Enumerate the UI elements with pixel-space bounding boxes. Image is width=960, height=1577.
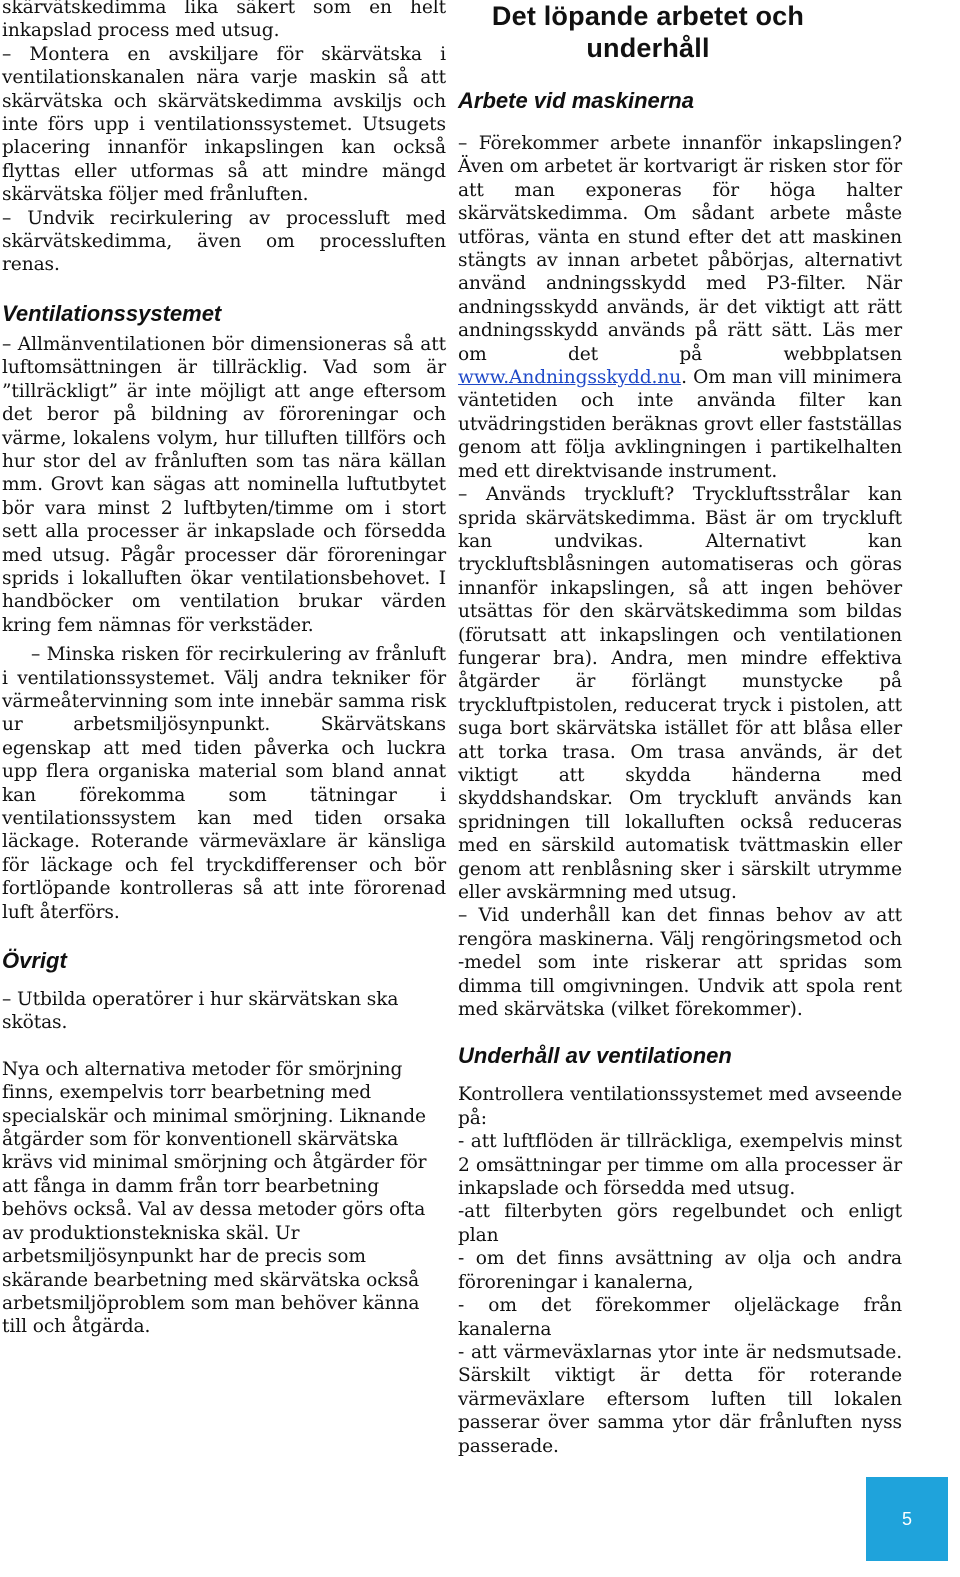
- right-column: [458, 0, 902, 1458]
- intro-paragraph: skärvätskedimma lika säkert som en helt inkapslad process med utsug.: [2, 0, 446, 42]
- forekommer-text-a: – Förekommer arbete innanför inkapslingen? Även om arbetet är kortvarigt är risken stor för att man exponeras för höga halter skärvätskedimma. Om sådant arbete måste utföras, vänta en stund efter det att maskinen stängts av innan arbetet påbörjas, alternativt använd andningsskydd med P3-filter. När andningsskydd används, är det viktigt att rätt andningsskydd används på rätt sätt. Läs mer om det på webbplatsen: [458, 133, 902, 365]
- checklist-item-1: - att luftflöden är tillräckliga, exempelvis minst 2 omsättningar per timme om alla processer är inkapslade och försedda med utsug.: [458, 1131, 902, 1200]
- checklist-item-4: - om det förekommer oljeläckage från kanalerna: [458, 1295, 902, 1340]
- utbilda-paragraph: – Utbilda operatörer i hur skärvätskan ska skötas.: [2, 989, 399, 1034]
- montera-paragraph: – Montera en avskiljare för skärvätska i ventilationskanalen nära varje maskin så att skärvätska och skärvätskedimma avskiljs och inte förs upp i ventilationssystemet. Utsugets placering innanför inkapslingen kan också flyttas eller utformas så att mindre mängd skärvätska följer med frånluften.: [2, 43, 446, 206]
- main-title: Det löpande arbetet och underhåll: [491, 1, 805, 63]
- left-column: [2, 0, 446, 1339]
- anvands-paragraph: – Används tryckluft? Tryckluftsstrålar kan sprida skärvätskedimma. Bäst är om tryckluft kan undvikas. Alternativt kan tryckluftsblåsningen automatiseras och göras innanför inkapslingen, så att ingen behöver utsättas för den skärvätskedimma som bildas (förutsatt att inkapslingen och ventilationen fungerar bra). Andra, men mindre effektiva åtgärder är förlängt munstycke på tryckluftpistolen, reducerat tryck i pistolen, att suga bort skärvätska istället för att blåsa eller att torka trasa. Om trasa används, är det viktigt att skydda händerna med skyddshandskar. Om tryckluft används kan spridningen till lokalluften också reduceras med en särskild automatisk tvättmaskin eller genom att renblåsning sker i särskilt utrymme eller avskärmning med utsug.: [458, 484, 902, 903]
- allman-paragraph: – Allmänventilationen bör dimensioneras så att luftomsättningen är tillräcklig. Vad som är ”tillräckligt” är inte möjligt att ange eftersom det beror på bildning av föroreningar och värme, lokalens volym, hur tilluften tillförs och hur stor del av frånluften som tas nära källan mm. Grovt kan sägas att nominella luftutbytet bör vara minst 2 luftbyten/timme om i stort sett alla processer är inkapslade och försedda med utsug. Pågår processer där föroreningar sprids i lokalluften ökar ventilationsbehovet. I handböcker om ventilation brukar värden kring fem nämnas för verkstäder.: [2, 333, 446, 636]
- forekommer-text-b: . Om man vill minimera väntetiden och inte använda filter kan utvädringstiden beräknas grovt eller fastställas genom att följa avklingningen i partikelhalten med ett direktvisande instrument.: [458, 367, 902, 482]
- undvik-paragraph: – Undvik recirkulering av processluft med skärvätskedimma, även om processluften renas.: [2, 207, 446, 276]
- ovrigt-heading: Övrigt: [2, 948, 67, 974]
- checklist-item-3: - om det finns avsättning av olja och andra föroreningar i kanalerna,: [458, 1248, 902, 1293]
- arbete-heading: Arbete vid maskinerna: [458, 88, 694, 113]
- vid-underhall-paragraph: – Vid underhåll kan det finnas behov av att rengöra maskinerna. Välj rengöringsmetod och -medel som inte riskerar att spridas som dimma till omgivningen. Undvik att spola rent med skärvätska (vilket förekommer).: [458, 905, 902, 1021]
- checklist-item-5: - att värmeväxlarnas ytor inte är nedsmutsade. Särskilt viktigt är detta för roterande värmeväxlare eftersom luften till lokalen passerar över samma ytor där frånluften nyss passerade.: [458, 1341, 902, 1457]
- nya-metoder-paragraph: Nya och alternativa metoder för smörjning finns, exempelvis torr bearbetning med specialskär och minimal smörjning. Liknande åtgärder som för konventionell skärvätska krävs vid minimal smörjning och åtgärder för att fånga in damm från torr bearbetning behövs också. Val av dessa metoder görs ofta av produktionstekniska skäl. Ur arbetsmiljösynpunkt har de precis som skärande bearbetning med skärvätska också arbetsmiljöproblem som man behöver känna till och åtgärda.: [2, 1058, 427, 1338]
- ventilation-heading: Ventilationssystemet: [2, 300, 222, 326]
- page-number-badge: [866, 1477, 948, 1561]
- minska-paragraph: – Minska risken för recirkulering av frånluft i ventilationssystemet. Välj andra tekniker för värmeåtervinning som inte innebär samma risk ur arbetsmiljösynpunkt. Skärvätskans egenskap att med tiden påverka och luckra upp flera organiska material som bland annat kan förekomma som tätningar i ventilationssystem kan med tiden orsaka läckage. Roterande värmeväxlare är känsliga för läckage och fel tryckdifferenser och bör fortlöpande kontrolleras så att inte förorenad luft återförs.: [2, 644, 446, 923]
- forekommer-paragraph: [458, 132, 902, 483]
- underhall-heading: Underhåll av ventilationen: [458, 1043, 732, 1069]
- kontrollera-paragraph: Kontrollera ventilationssystemet med avseende på:: [458, 1084, 902, 1129]
- page-number: 5: [901, 1508, 912, 1529]
- checklist-item-2: -att filterbyten görs regelbundet och enligt plan: [458, 1201, 902, 1246]
- andningsskydd-link[interactable]: www.Andningsskydd.nu: [458, 367, 682, 389]
